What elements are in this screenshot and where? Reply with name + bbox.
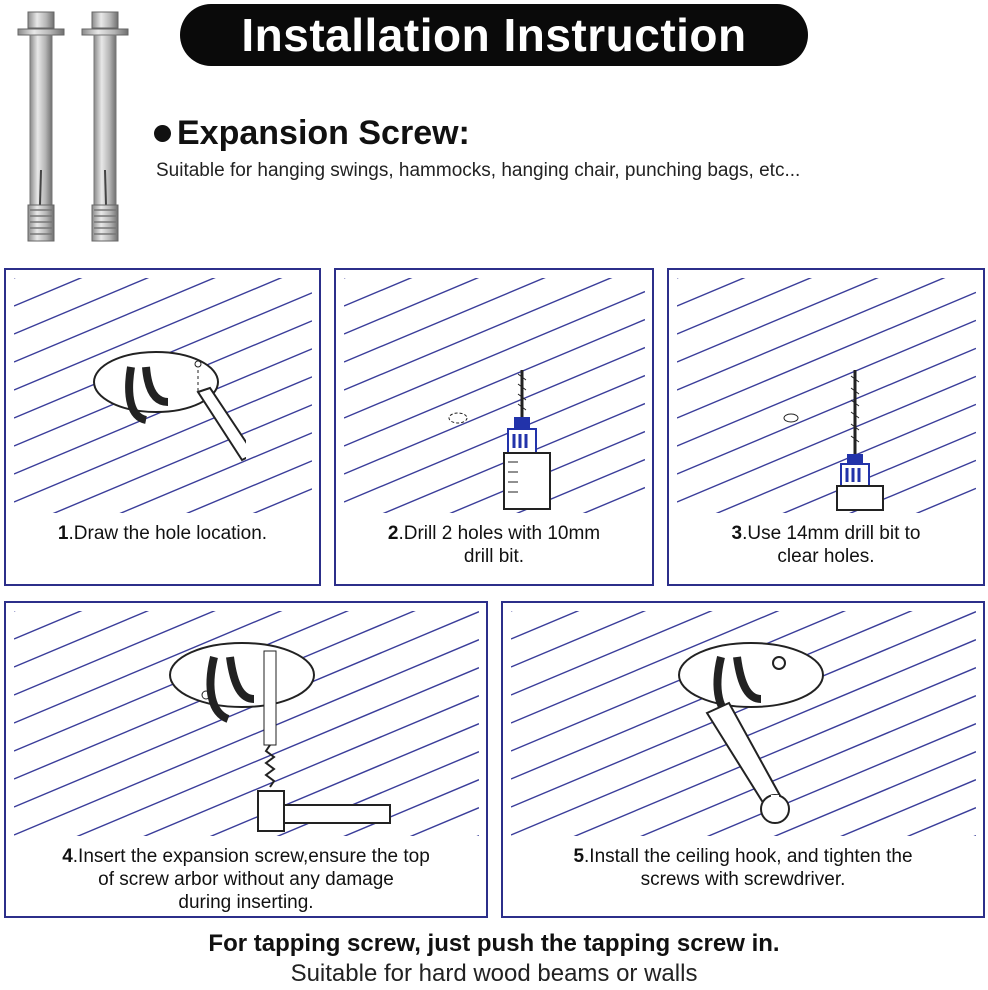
step-3-panel: [667, 268, 985, 586]
step-1-panel: [4, 268, 321, 586]
expansion-screw-description: Suitable for hanging swings, hammocks, hanging chair, punching bags, etc...: [156, 160, 801, 181]
step-1-caption: 1.Draw the hole location.: [57, 523, 268, 544]
hammer-screw-icon: [156, 635, 396, 835]
wrench-hook-icon: [671, 635, 851, 835]
title-banner: [180, 4, 808, 66]
step-5-panel: [501, 601, 985, 918]
step-2-panel: [334, 268, 654, 586]
expansion-bolts-image: [14, 10, 132, 246]
tapping-screw-suitability: Suitable for hard wood beams or walls: [290, 960, 698, 987]
page-title: Installation Instruction: [241, 9, 747, 61]
drill-icon: [779, 362, 889, 512]
step-5-caption: 5.Install the ceiling hook, and tighten the screws with screwdriver.: [573, 846, 913, 890]
drill-icon: [446, 362, 556, 512]
step-4-caption: 4.Insert the expansion screw,ensure the top of screw arbor without any damage during inserting.: [62, 846, 430, 913]
ceiling-hook-pencil-icon: [86, 342, 246, 462]
step-4-panel: [4, 601, 488, 918]
step-3-caption: 3.Use 14mm drill bit to clear holes.: [731, 523, 921, 567]
tapping-screw-note: For tapping screw, just push the tapping screw in.: [208, 930, 780, 957]
step-2-caption: 2.Drill 2 holes with 10mm drill bit.: [387, 523, 601, 567]
bullet-icon: [154, 125, 171, 142]
expansion-screw-heading: Expansion Screw:: [154, 114, 470, 153]
